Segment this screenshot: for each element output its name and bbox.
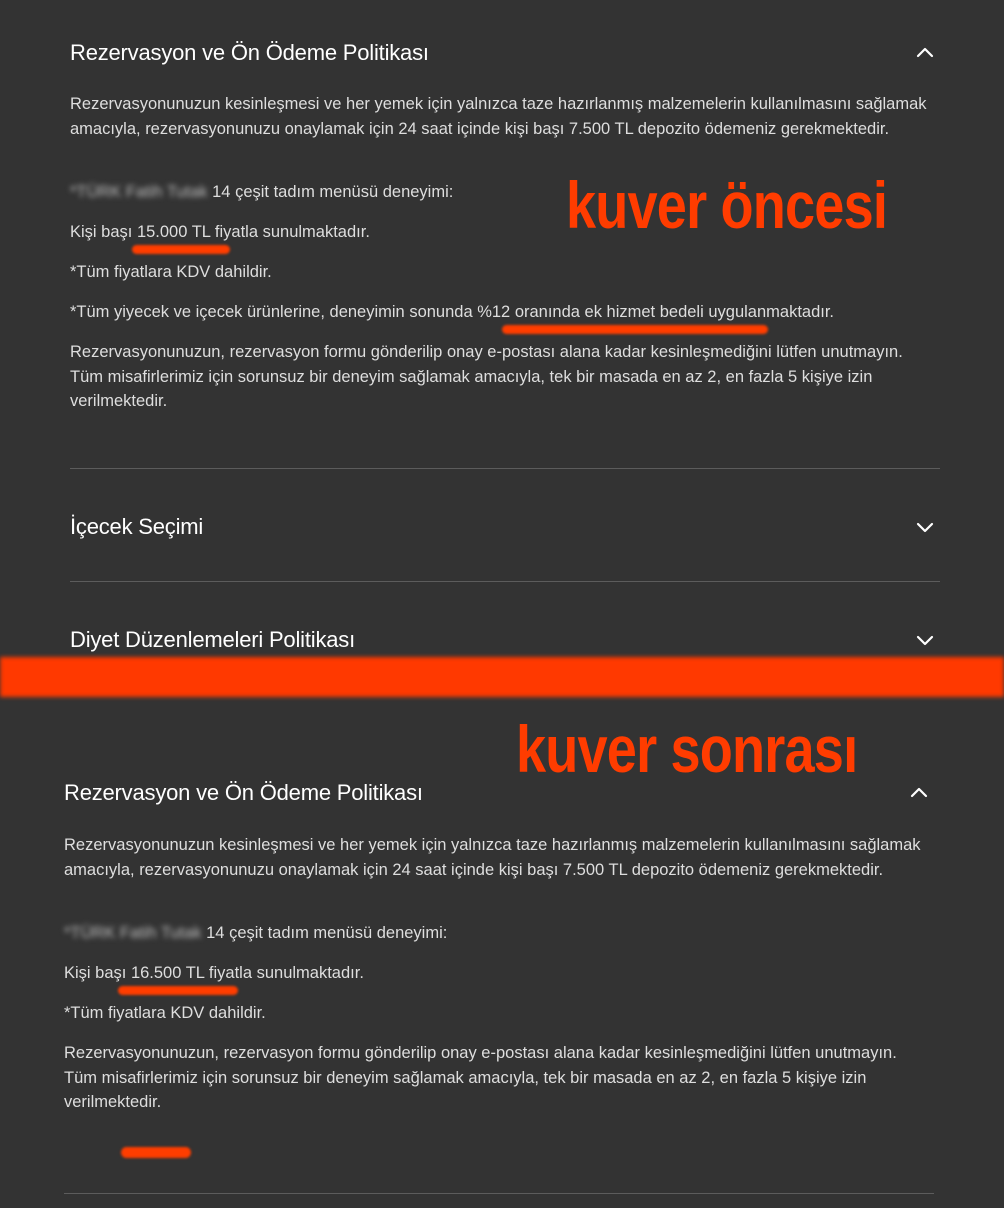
- accordion-title: Diyet Düzenlemeleri Politikası: [70, 627, 355, 652]
- accordion-header-diet-policy[interactable]: [70, 625, 936, 655]
- annotation-removed-service-mark: [121, 1147, 191, 1158]
- tasting-menu-line: [64, 921, 664, 946]
- vat-line: *Tüm fiyatlara KDV dahildir.: [70, 263, 272, 281]
- annotation-before-label: kuver öncesi: [566, 168, 888, 242]
- accordion-title: İçecek Seçimi: [70, 514, 204, 539]
- chef-name-blurred: *TÜRK Fatih Tutak: [70, 183, 208, 201]
- separator-band: [0, 657, 1004, 697]
- price-line: Kişi başı 15.000 TL fiyatla sunulmaktadır.: [70, 223, 370, 241]
- divider: [70, 581, 940, 582]
- accordion-title: Rezervasyon ve Ön Ödeme Politikası: [70, 40, 429, 65]
- tasting-menu-text: 14 çeşit tadım menüsü deneyimi:: [207, 183, 454, 201]
- divider: [64, 1193, 934, 1194]
- chevron-down-icon[interactable]: [914, 629, 936, 651]
- annotation-underline-price: [118, 986, 238, 995]
- after-screenshot: [0, 700, 1004, 1208]
- deposit-paragraph: Rezervasyonunuzun kesinleşmesi ve her yemek için yalnızca taze hazırlanmış malzemelerin kullanılmasını sağlamak amacıyla, rezervasyonunuzu onaylamak için 24 saat içinde kişi başı 7.500 TL depozito ödemeniz gerekmektedir.: [64, 836, 921, 879]
- price-line: Kişi başı 16.500 TL fiyatla sunulmaktadır.: [64, 964, 364, 982]
- annotation-underline-price: [132, 245, 230, 254]
- chevron-down-icon[interactable]: [914, 516, 936, 538]
- tasting-menu-text: 14 çeşit tadım menüsü deneyimi:: [201, 924, 448, 942]
- chef-name-blurred: *TÜRK Fatih Tutak: [64, 924, 202, 942]
- annotation-after-label: kuver sonrası: [516, 712, 858, 786]
- deposit-paragraph: Rezervasyonunuzun kesinleşmesi ve her yemek için yalnızca taze hazırlanmış malzemelerin kullanılmasını sağlamak amacıyla, rezervasyonunuzu onaylamak için 24 saat içinde kişi başı 7.500 TL depozito ödemeniz gerekmektedir.: [70, 95, 927, 138]
- annotation-underline-service: [502, 325, 768, 334]
- confirmation-paragraph: Rezervasyonunuzun, rezervasyon formu gönderilip onay e-postası alana kadar kesinleşmediğini lütfen unutmayın. Tüm misafirlerimiz için sorunsuz bir deneyim sağlamak amacıyla, tek bir masada en az 2, en fazla 5 kişiye izin verilmektedir.: [70, 343, 903, 410]
- accordion-header-reservation-policy[interactable]: [70, 38, 936, 68]
- accordion-header-drinks[interactable]: [70, 512, 936, 542]
- divider: [70, 468, 940, 469]
- chevron-up-icon[interactable]: [914, 42, 936, 64]
- accordion-title: Rezervasyon ve Ön Ödeme Politikası: [64, 780, 423, 805]
- chevron-up-icon[interactable]: [908, 782, 930, 804]
- vat-line: *Tüm fiyatlara KDV dahildir.: [64, 1004, 266, 1022]
- confirmation-paragraph: Rezervasyonunuzun, rezervasyon formu gönderilip onay e-postası alana kadar kesinleşmediğini lütfen unutmayın. Tüm misafirlerimiz için sorunsuz bir deneyim sağlamak amacıyla, tek bir masada en az 2, en fazla 5 kişiye izin verilmektedir.: [64, 1044, 897, 1111]
- service-charge-line: *Tüm yiyecek ve içecek ürünlerine, deneyimin sonunda %12 oranında ek hizmet bedeli uygulanmaktadır.: [70, 303, 835, 321]
